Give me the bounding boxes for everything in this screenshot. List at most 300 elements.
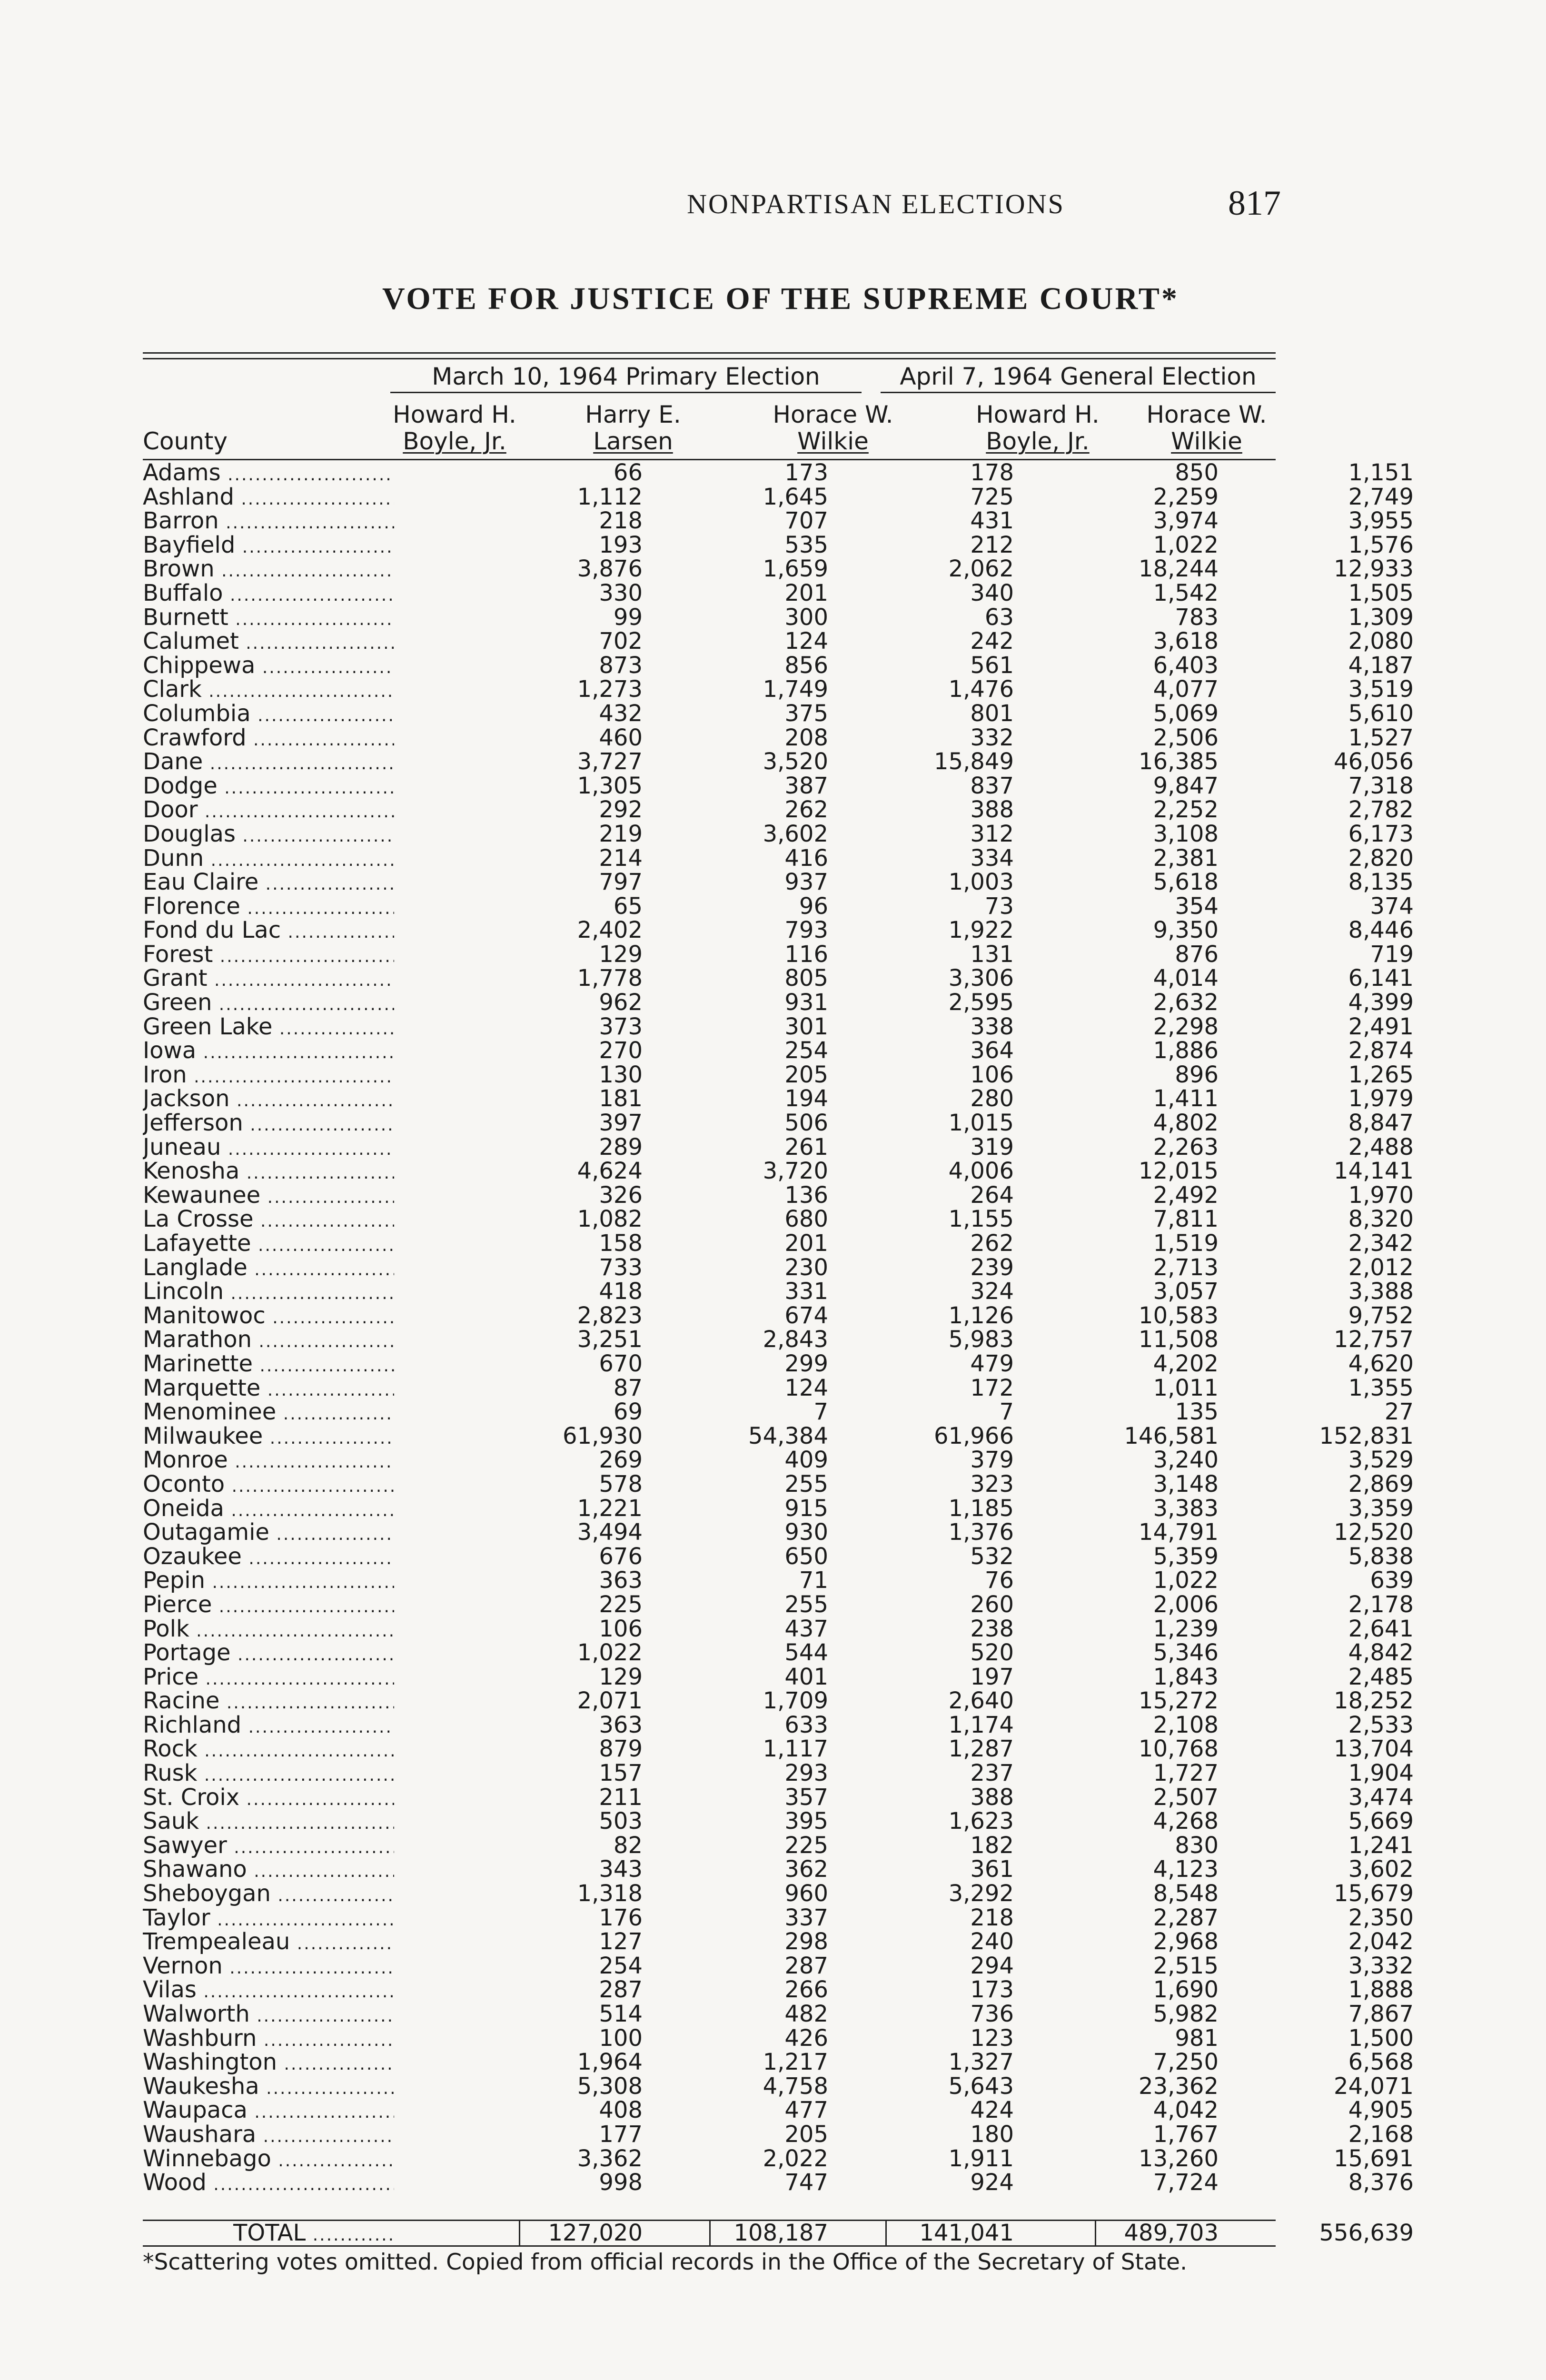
- vote-count: 287: [784, 1952, 828, 1979]
- vote-count: 2,178: [1348, 1591, 1414, 1618]
- vote-count: 4,077: [1153, 676, 1219, 703]
- vote-count: 1,843: [1153, 1663, 1219, 1690]
- vote-count: 998: [599, 2169, 643, 2196]
- vote-count: 5,610: [1348, 700, 1414, 727]
- table-row: [143, 892, 1414, 920]
- vote-count: 1,576: [1348, 531, 1414, 558]
- table-row: [143, 1254, 1414, 1281]
- vote-count: 146,581: [1124, 1422, 1219, 1449]
- vote-count: 477: [784, 2097, 828, 2124]
- vote-count: 1,022: [1153, 1567, 1219, 1594]
- column-header-line2: Wilkie: [1171, 427, 1242, 455]
- vote-count: 2,485: [1348, 1663, 1414, 1690]
- vote-count: 334: [970, 844, 1014, 872]
- vote-count: 266: [784, 1976, 828, 2003]
- vote-count: 5,618: [1153, 869, 1219, 896]
- vote-count: 218: [599, 507, 643, 535]
- county-name: Outagamie .....: [143, 1520, 394, 1547]
- vote-count: 2,042: [1348, 1928, 1414, 1955]
- table-row: [143, 676, 1414, 703]
- vote-count: 3,359: [1348, 1495, 1414, 1522]
- county-name: Marathon .....: [143, 1328, 394, 1354]
- vote-count: 981: [1175, 2024, 1219, 2052]
- vote-count: 401: [784, 1663, 828, 1690]
- running-head: NONPARTISAN ELECTIONS: [687, 188, 1065, 219]
- vote-count: 205: [784, 1061, 828, 1088]
- column-header-line2: Larsen: [593, 427, 673, 455]
- vote-count: 482: [784, 2001, 828, 2027]
- vote-count: 1,476: [948, 676, 1014, 703]
- vote-count: 299: [784, 1350, 828, 1377]
- table-row: [143, 507, 1414, 535]
- table-row: [143, 1808, 1414, 1835]
- vote-count: 23,362: [1139, 2073, 1219, 2100]
- vote-count: 3,148: [1153, 1470, 1219, 1497]
- county-name: Trempealeau .....: [143, 1930, 394, 1956]
- vote-count: 287: [599, 1976, 643, 2003]
- county-name: Milwaukee .....: [143, 1424, 394, 1451]
- table-row: [143, 1398, 1414, 1426]
- vote-count: 261: [784, 1133, 828, 1160]
- vote-count: 1,527: [1348, 724, 1414, 751]
- vote-count: 225: [599, 1591, 643, 1618]
- vote-count: 354: [1175, 892, 1219, 920]
- county-name: Manitowoc .....: [143, 1304, 394, 1330]
- top-rule: [143, 352, 1276, 354]
- table-row: [143, 1158, 1414, 1185]
- county-name: Chippewa .....: [143, 654, 394, 680]
- vote-count: 127: [599, 1928, 643, 1955]
- vote-count: 7,250: [1153, 2049, 1219, 2076]
- vote-count: 1,411: [1153, 1085, 1219, 1112]
- column-header-line1: Horace W.: [773, 401, 893, 428]
- vote-count: 4,268: [1153, 1808, 1219, 1835]
- column-header-line1: Horace W.: [1146, 401, 1267, 428]
- vote-count: 194: [784, 1085, 828, 1112]
- vote-count: 431: [970, 507, 1014, 535]
- vote-count: 409: [784, 1447, 828, 1474]
- vote-count: 1,964: [577, 2049, 643, 2076]
- vote-count: 1,305: [577, 772, 643, 799]
- vote-count: 1,151: [1348, 459, 1414, 486]
- vote-count: 197: [970, 1663, 1014, 1690]
- vote-count: 73: [984, 892, 1014, 920]
- table-row: [143, 531, 1414, 558]
- table-row: [143, 1495, 1414, 1522]
- column-header-primary-larsen: [557, 401, 709, 458]
- vote-count: 1,239: [1153, 1615, 1219, 1642]
- vote-count: 1,645: [763, 483, 828, 510]
- vote-count: 5,346: [1153, 1639, 1219, 1666]
- vote-count: 3,955: [1348, 507, 1414, 535]
- county-name: Eau Claire .....: [143, 870, 394, 897]
- vote-count: 2,492: [1153, 1181, 1219, 1209]
- vote-count: 1,922: [948, 917, 1014, 944]
- vote-count: 5,069: [1153, 700, 1219, 727]
- vote-count: 324: [970, 1278, 1014, 1305]
- vote-count: 650: [784, 1543, 828, 1570]
- vote-count: 4,620: [1348, 1350, 1414, 1377]
- vote-count: 71: [799, 1567, 828, 1594]
- header-bottom-rule: [143, 459, 1276, 460]
- county-name: Washington .....: [143, 2050, 394, 2077]
- vote-count: 1,174: [948, 1711, 1014, 1738]
- vote-count: 2,381: [1153, 844, 1219, 872]
- column-header-line1: Howard H.: [393, 401, 516, 428]
- table-row: [143, 2049, 1414, 2076]
- vote-count: 1,112: [577, 483, 643, 510]
- vote-count: 3,727: [577, 748, 643, 775]
- general-group-rule: [881, 392, 1276, 393]
- vote-count: 172: [970, 1374, 1014, 1401]
- county-name: Marinette .....: [143, 1352, 394, 1378]
- vote-count: 924: [970, 2169, 1014, 2196]
- table-row: [143, 1639, 1414, 1666]
- vote-count: 87: [613, 1374, 643, 1401]
- county-name: Lincoln .....: [143, 1279, 394, 1306]
- table-row: [143, 1760, 1414, 1787]
- vote-count: 193: [599, 531, 643, 558]
- table-title: VOTE FOR JUSTICE OF THE SUPREME COURT*: [382, 281, 1179, 316]
- vote-count: 424: [970, 2097, 1014, 2124]
- county-name: Dodge .....: [143, 774, 394, 801]
- general-election-header: April 7, 1964 General Election: [900, 363, 1257, 390]
- vote-count: 2,488: [1348, 1133, 1414, 1160]
- table-row: [143, 1302, 1414, 1329]
- vote-count: 388: [970, 796, 1014, 823]
- vote-count: 725: [970, 483, 1014, 510]
- vote-count: 4,202: [1153, 1350, 1219, 1377]
- table-row: [143, 1904, 1414, 1931]
- vote-count: 1,376: [948, 1519, 1014, 1546]
- table-row: [143, 1832, 1414, 1859]
- vote-count: 2,287: [1153, 1904, 1219, 1931]
- footnote: *Scattering votes omitted. Copied from official records in the Office of the Secretary of State.: [143, 2249, 1188, 2275]
- county-name: Bayfield .....: [143, 533, 394, 560]
- vote-count: 2,252: [1153, 796, 1219, 823]
- total-value: 556,639: [1319, 2220, 1414, 2246]
- vote-count: 520: [970, 1639, 1014, 1666]
- vote-count: 418: [599, 1278, 643, 1305]
- county-name: Sheboygan .....: [143, 1882, 394, 1908]
- column-header-primary-wilkie: [743, 401, 923, 458]
- county-name: Ozaukee .....: [143, 1545, 394, 1571]
- county-name: Vilas .....: [143, 1978, 394, 2004]
- vote-count: 18,252: [1334, 1687, 1414, 1715]
- vote-count: 298: [784, 1928, 828, 1955]
- table-row: [143, 1230, 1414, 1257]
- table-row: [143, 579, 1414, 606]
- table-row: [143, 1181, 1414, 1209]
- vote-count: 931: [784, 989, 828, 1016]
- vote-count: 177: [599, 2121, 643, 2148]
- vote-count: 96: [799, 892, 828, 920]
- table-row: [143, 1784, 1414, 1811]
- vote-count: 2,820: [1348, 844, 1414, 872]
- table-row: [143, 1013, 1414, 1040]
- vote-count: 218: [970, 1904, 1014, 1931]
- county-name: Green Lake .....: [143, 1015, 394, 1041]
- table-row: [143, 1687, 1414, 1715]
- county-name: Taylor .....: [143, 1906, 394, 1933]
- vote-count: 124: [784, 1374, 828, 1401]
- vote-count: 1,500: [1348, 2024, 1414, 2052]
- total-value: 141,041: [919, 2220, 1014, 2246]
- vote-count: 4,399: [1348, 989, 1414, 1016]
- vote-count: 1,542: [1153, 579, 1219, 606]
- county-name: Fond du Lac .....: [143, 918, 394, 945]
- column-header-line1: Howard H.: [976, 401, 1100, 428]
- table-row: [143, 869, 1414, 896]
- vote-count: 181: [599, 1085, 643, 1112]
- vote-count: 237: [970, 1760, 1014, 1787]
- vote-count: 1,011: [1153, 1374, 1219, 1401]
- vote-count: 6,568: [1348, 2049, 1414, 2076]
- vote-count: 1,015: [948, 1110, 1014, 1137]
- vote-count: 312: [970, 820, 1014, 847]
- county-name: Adams .....: [143, 461, 394, 487]
- county-name: Winnebago .....: [143, 2147, 394, 2173]
- vote-count: 670: [599, 1350, 643, 1377]
- county-header-label: County: [143, 427, 228, 455]
- vote-count: 264: [970, 1181, 1014, 1209]
- vote-count: 736: [970, 2001, 1014, 2027]
- vote-count: 2,782: [1348, 796, 1414, 823]
- table-row: [143, 820, 1414, 847]
- vote-count: 373: [599, 1013, 643, 1040]
- vote-count: 15,272: [1139, 1687, 1219, 1715]
- vote-count: 1,904: [1348, 1760, 1414, 1787]
- vote-count: 3,602: [763, 820, 828, 847]
- vote-count: 801: [970, 700, 1014, 727]
- county-name: Forest .....: [143, 942, 394, 969]
- vote-count: 1,265: [1348, 1061, 1414, 1088]
- vote-count: 158: [599, 1230, 643, 1257]
- vote-count: 239: [970, 1254, 1014, 1281]
- county-name: Walworth .....: [143, 2002, 394, 2029]
- total-value: 489,703: [1124, 2220, 1219, 2246]
- county-name: Racine .....: [143, 1689, 394, 1716]
- vote-count: 9,752: [1348, 1302, 1414, 1329]
- county-name: Rock .....: [143, 1737, 394, 1764]
- vote-count: 173: [784, 459, 828, 486]
- county-name: Sauk .....: [143, 1809, 394, 1836]
- vote-count: 676: [599, 1543, 643, 1570]
- vote-count: 432: [599, 700, 643, 727]
- vote-count: 2,632: [1153, 989, 1219, 1016]
- table-row: [143, 483, 1414, 510]
- vote-count: 3,240: [1153, 1447, 1219, 1474]
- vote-count: 340: [970, 579, 1014, 606]
- vote-count: 3,292: [948, 1880, 1014, 1907]
- vote-count: 136: [784, 1181, 828, 1209]
- vote-count: 129: [599, 941, 643, 968]
- vote-count: 437: [784, 1615, 828, 1642]
- table-row: [143, 1711, 1414, 1738]
- vote-count: 100: [599, 2024, 643, 2052]
- vote-count: 1,327: [948, 2049, 1014, 2076]
- vote-count: 201: [784, 1230, 828, 1257]
- county-name: Shawano .....: [143, 1857, 394, 1884]
- county-name: Pepin .....: [143, 1568, 394, 1595]
- vote-count: 242: [970, 628, 1014, 655]
- table-row: [143, 1663, 1414, 1690]
- table-row: [143, 941, 1414, 968]
- vote-count: 1,022: [1153, 531, 1219, 558]
- vote-count: 15,849: [934, 748, 1014, 775]
- vote-count: 5,838: [1348, 1543, 1414, 1570]
- vote-count: 326: [599, 1181, 643, 1209]
- vote-count: 331: [784, 1278, 828, 1305]
- vote-count: 9,847: [1153, 772, 1219, 799]
- column-header-primary-boyle: [376, 401, 533, 458]
- vote-count: 3,618: [1153, 628, 1219, 655]
- table-row: [143, 652, 1414, 679]
- table-row: [143, 1350, 1414, 1377]
- vote-count: 707: [784, 507, 828, 535]
- vote-count: 280: [970, 1085, 1014, 1112]
- vote-count: 2,968: [1153, 1928, 1219, 1955]
- vote-count: 375: [784, 700, 828, 727]
- county-name: La Crosse .....: [143, 1207, 394, 1234]
- table-row: [143, 1880, 1414, 1907]
- table-row: [143, 1374, 1414, 1401]
- table-row: [143, 2073, 1414, 2100]
- vote-count: 4,905: [1348, 2097, 1414, 2124]
- vote-count: 3,108: [1153, 820, 1219, 847]
- county-name: Sawyer .....: [143, 1834, 394, 1860]
- vote-count: 3,057: [1153, 1278, 1219, 1305]
- vote-count: 578: [599, 1470, 643, 1497]
- vote-count: 1,217: [763, 2049, 828, 2076]
- county-name: Ashland .....: [143, 485, 394, 512]
- vote-count: 8,320: [1348, 1206, 1414, 1233]
- vote-count: 2,298: [1153, 1013, 1219, 1040]
- vote-count: 178: [970, 459, 1014, 486]
- county-name: Langlade .....: [143, 1256, 394, 1282]
- vote-count: 2,843: [763, 1326, 828, 1353]
- vote-count: 702: [599, 628, 643, 655]
- vote-count: 176: [599, 1904, 643, 1931]
- table-row: [143, 1037, 1414, 1064]
- vote-count: 3,251: [577, 1326, 643, 1353]
- vote-count: 5,359: [1153, 1543, 1219, 1570]
- vote-count: 82: [613, 1832, 643, 1859]
- vote-count: 2,641: [1348, 1615, 1414, 1642]
- county-name: Wood .....: [143, 2171, 394, 2197]
- table-row: [143, 1278, 1414, 1305]
- table-row: [143, 700, 1414, 727]
- vote-count: 8,376: [1348, 2169, 1414, 2196]
- vote-count: 254: [784, 1037, 828, 1064]
- vote-count: 3,876: [577, 555, 643, 583]
- column-header-line2: Boyle, Jr.: [403, 427, 506, 455]
- vote-count: 797: [599, 869, 643, 896]
- vote-count: 343: [599, 1856, 643, 1883]
- table-row: [143, 917, 1414, 944]
- county-name: Menominee .....: [143, 1400, 394, 1427]
- vote-count: 2,533: [1348, 1711, 1414, 1738]
- table-row: [143, 1447, 1414, 1474]
- vote-count: 387: [784, 772, 828, 799]
- vote-count: 212: [970, 531, 1014, 558]
- table-row: [143, 2169, 1414, 2196]
- vote-count: 4,123: [1153, 1856, 1219, 1883]
- vote-count: 230: [784, 1254, 828, 1281]
- vote-count: 879: [599, 1735, 643, 1763]
- vote-count: 135: [1175, 1398, 1219, 1426]
- county-name: Kenosha .....: [143, 1159, 394, 1186]
- table-row: [143, 989, 1414, 1016]
- table-row: [143, 1952, 1414, 1979]
- vote-count: 7,724: [1153, 2169, 1219, 2196]
- vote-count: 262: [970, 1230, 1014, 1257]
- vote-count: 3,720: [763, 1158, 828, 1185]
- vote-count: 8,847: [1348, 1110, 1414, 1137]
- vote-count: 1,185: [948, 1495, 1014, 1522]
- vote-count: 1,659: [763, 555, 828, 583]
- vote-count: 8,446: [1348, 917, 1414, 944]
- vote-count: 1,749: [763, 676, 828, 703]
- vote-count: 850: [1175, 459, 1219, 486]
- vote-count: 12,520: [1334, 1519, 1414, 1546]
- county-name: Pierce .....: [143, 1593, 394, 1619]
- vote-count: 2,006: [1153, 1591, 1219, 1618]
- vote-count: 379: [970, 1447, 1014, 1474]
- table-row: [143, 2145, 1414, 2172]
- vote-count: 269: [599, 1447, 643, 1474]
- page-number: 817: [1228, 184, 1281, 223]
- vote-count: 238: [970, 1615, 1014, 1642]
- vote-count: 830: [1175, 1832, 1219, 1859]
- vote-count: 805: [784, 965, 828, 992]
- vote-count: 2,263: [1153, 1133, 1219, 1160]
- vote-count: 123: [970, 2024, 1014, 2052]
- vote-count: 374: [1370, 892, 1414, 920]
- vote-count: 4,758: [763, 2073, 828, 2100]
- vote-count: 7,811: [1153, 1206, 1219, 1233]
- vote-count: 5,982: [1153, 2001, 1219, 2027]
- vote-count: 240: [970, 1928, 1014, 1955]
- table-row: [143, 1206, 1414, 1233]
- vote-count: 8,548: [1153, 1880, 1219, 1907]
- county-name: Oneida .....: [143, 1497, 394, 1523]
- county-name: Lafayette .....: [143, 1231, 394, 1258]
- vote-count: 289: [599, 1133, 643, 1160]
- vote-count: 1,318: [577, 1880, 643, 1907]
- vote-count: 66: [613, 459, 643, 486]
- vote-count: 3,974: [1153, 507, 1219, 535]
- table-row: [143, 1470, 1414, 1497]
- county-name: Columbia .....: [143, 702, 394, 728]
- vote-count: 937: [784, 869, 828, 896]
- vote-count: 479: [970, 1350, 1014, 1377]
- vote-count: 2,507: [1153, 1784, 1219, 1811]
- vote-count: 408: [599, 2097, 643, 2124]
- county-name: Florence .....: [143, 894, 394, 921]
- vote-count: 5,643: [948, 2073, 1014, 2100]
- county-name: Juneau .....: [143, 1135, 394, 1162]
- vote-count: 503: [599, 1808, 643, 1835]
- vote-count: 2,491: [1348, 1013, 1414, 1040]
- vote-count: 639: [1370, 1567, 1414, 1594]
- vote-count: 3,362: [577, 2145, 643, 2172]
- table-row: [143, 772, 1414, 799]
- vote-count: 13,704: [1334, 1735, 1414, 1763]
- county-name: Douglas .....: [143, 822, 394, 849]
- vote-count: 116: [784, 941, 828, 968]
- vote-count: 363: [599, 1711, 643, 1738]
